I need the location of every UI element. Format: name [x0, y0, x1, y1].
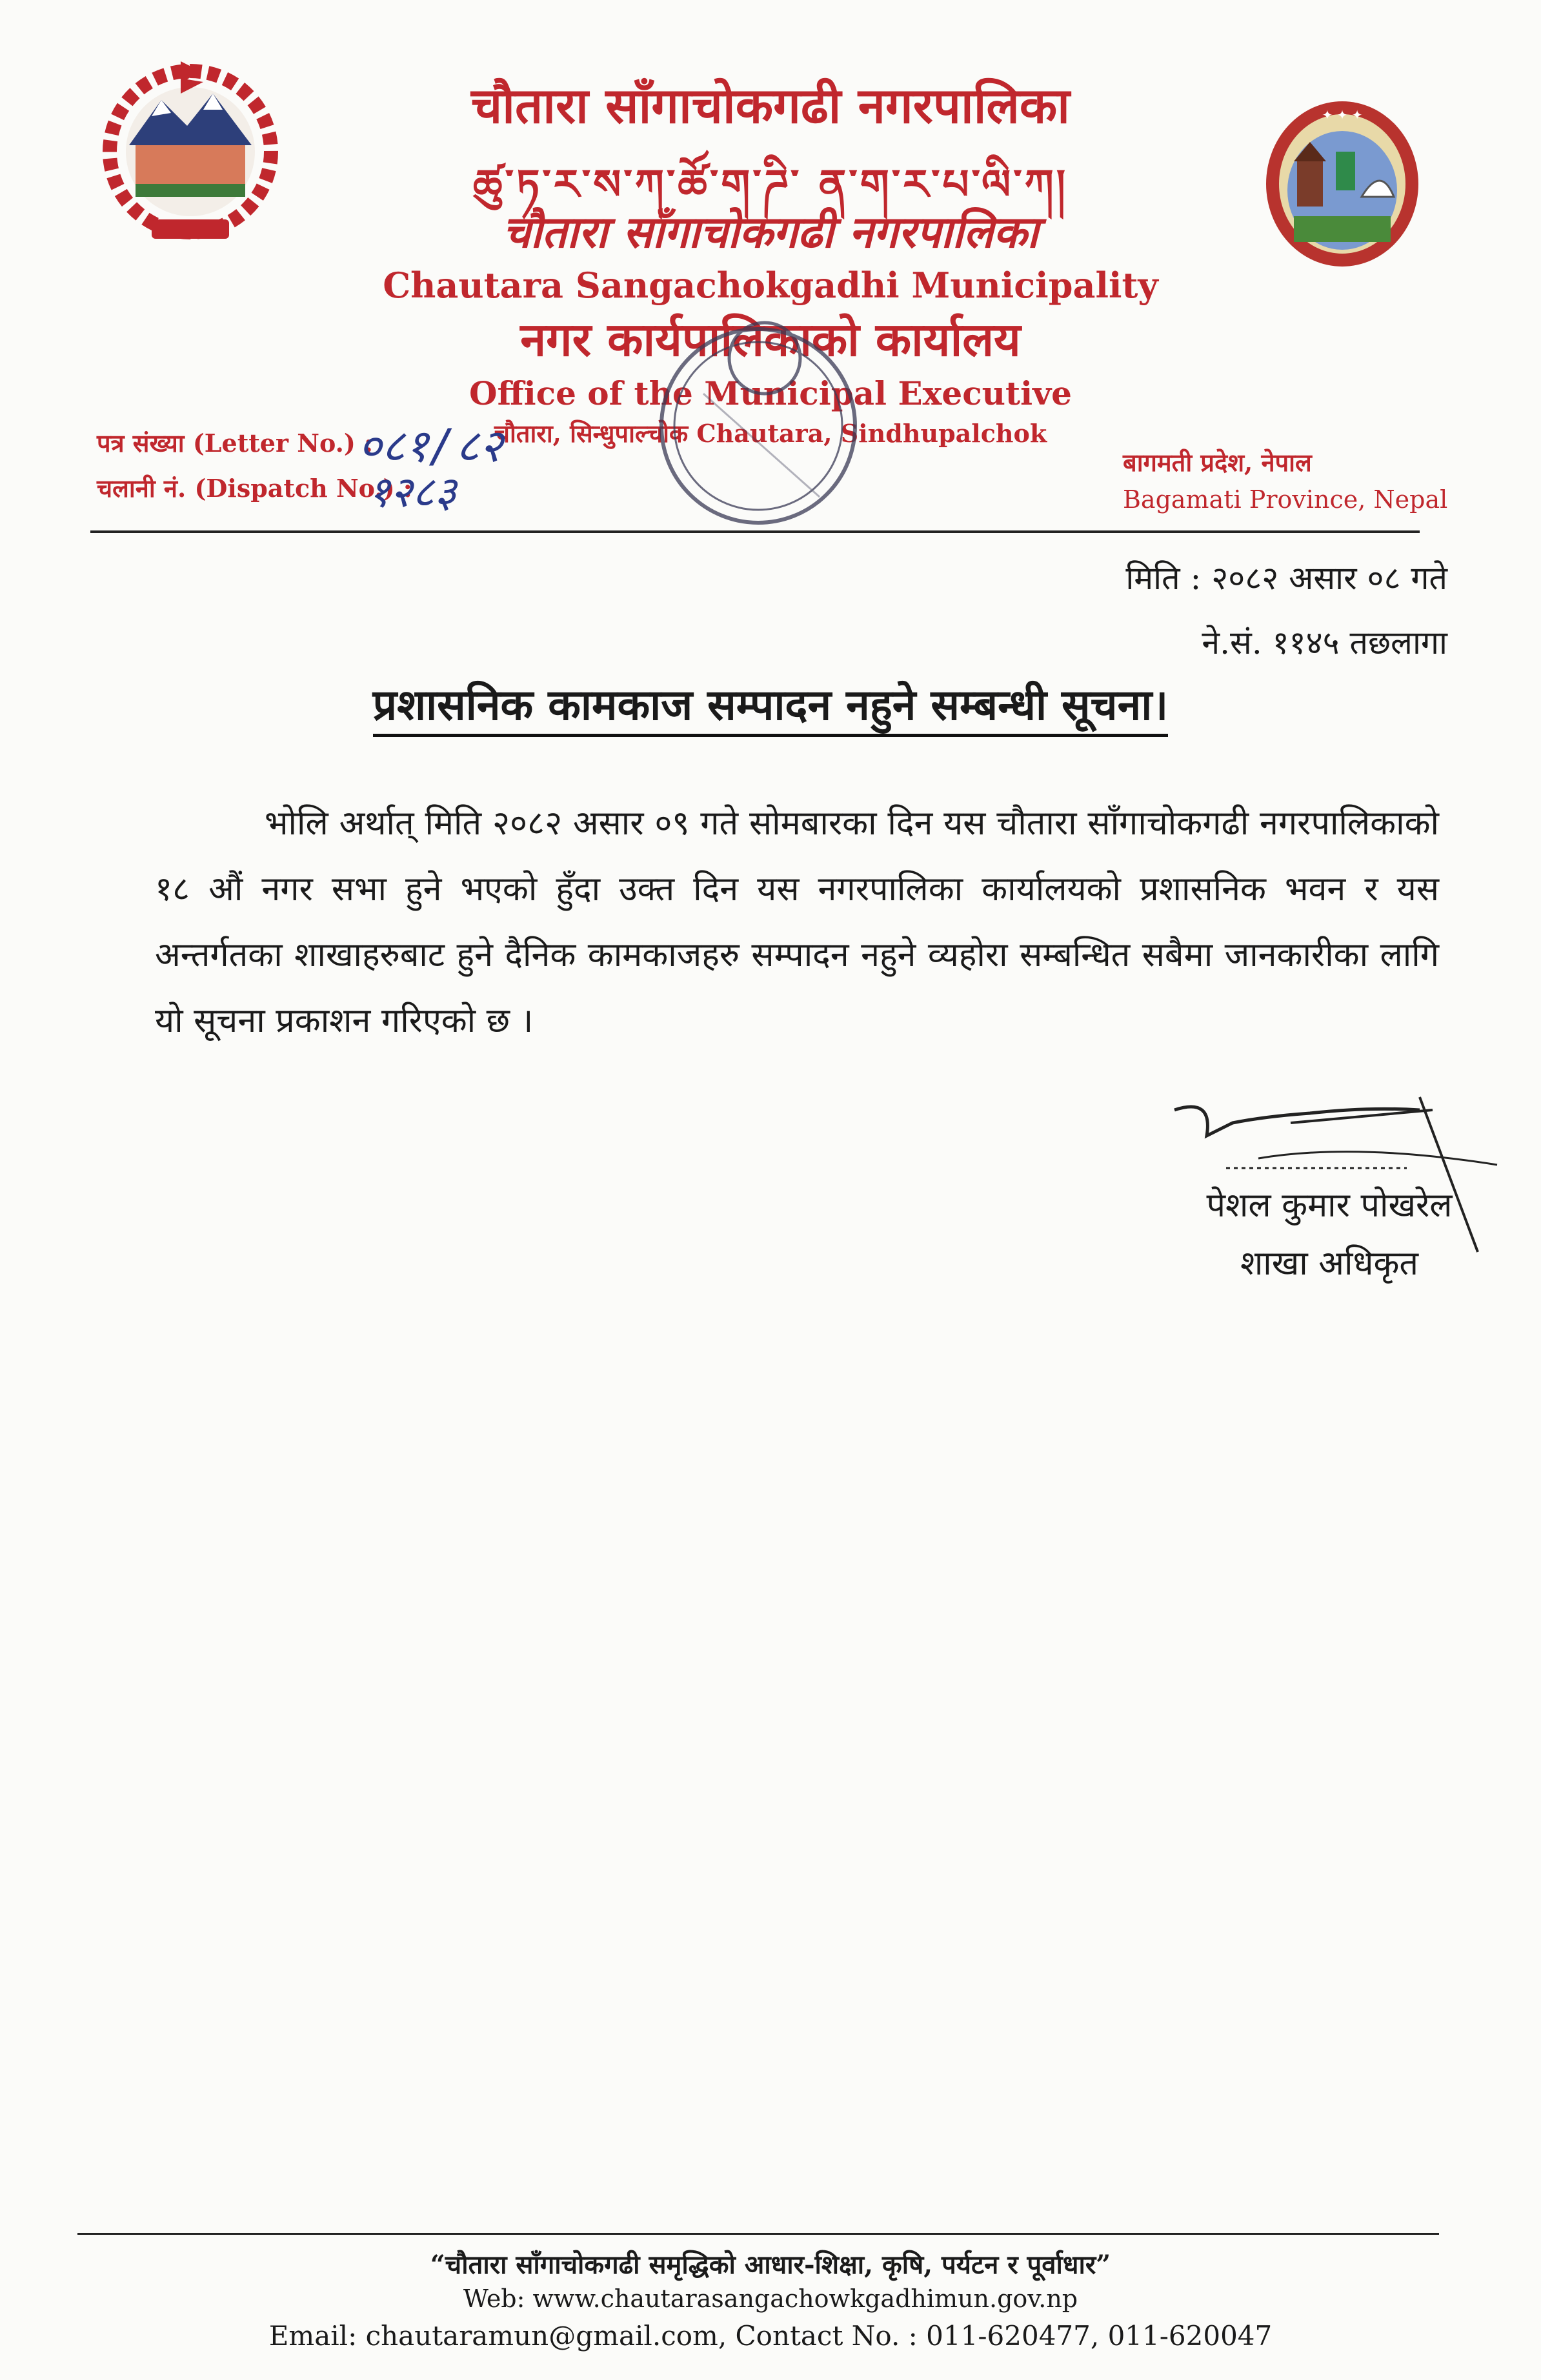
municipality-name-newari: चौतारा साँगाचोकगढी नगरपालिका [502, 207, 1039, 258]
date-line-2: ने.सं. ११४५ तछलागा [1202, 624, 1447, 661]
footer-motto: “चौतारा साँगाचोकगढी समृद्धिको आधार-शिक्षा, कृषि, पर्यटन र पूर्वाधार” [430, 2250, 1111, 2280]
footer-contact: Email: chautaramun@gmail.com, Contact No. : 011-620477, 011-620047 [268, 2320, 1273, 2352]
footer-divider [77, 2233, 1439, 2235]
notice-subject: प्रशासनिक कामकाज सम्पादन नहुने सम्बन्धी सूचना। [0, 674, 1541, 732]
municipality-name-english: Chautara Sangachokgadhi Municipality [383, 265, 1158, 306]
signatory-name: पेशल कुमार पोखरेल [1206, 1186, 1453, 1225]
office-name-nepali: नगर कार्यपालिकाको कार्यालय [520, 312, 1021, 367]
municipality-name-nepali: चौतारा साँगाचोकगढी नगरपालिका [471, 77, 1070, 134]
dispatch-no-label: चलानी नं. (Dispatch No.) : [97, 474, 412, 503]
letter-no-value: ०८१/८२ [358, 419, 503, 472]
date-line-1: मिति : २०८२ असार ०८ गते [1125, 560, 1447, 597]
province-nepali: बागमती प्रदेश, नेपाल [1123, 448, 1312, 477]
footer-website: Web: www.chautarasangachowkgadhimun.gov.np [463, 2284, 1078, 2313]
svg-text:✦ ✦ ✦: ✦ ✦ ✦ [1322, 107, 1363, 123]
office-name-english: Office of the Municipal Executive [469, 374, 1072, 412]
office-address: चौतारा, सिन्धुपाल्चोक Chautara, Sindhupalchok [494, 419, 1047, 448]
office-seal-stamp-icon [652, 303, 865, 549]
notice-body: भोलि अर्थात् मिति २०८२ असार ०९ गते सोमबारका दिन यस चौतारा साँगाचोकगढी नगरपालिकाको १८ औं नगर सभा हुने भएको हुँदा उक्त दिन यस नगरपालिका कार्यालयको प्रशासनिक भवन र यस अन्तर्गतका शाखाहरुबाट हुने दैनिक कामकाजहरु सम्पादन नहुने व्यहोरा सम्बन्धित सबैमा जानकारीका लागि यो सूचना प्रकाशन गरिएको छ । [155, 804, 1439, 1040]
header-divider [90, 530, 1420, 533]
province-english: Bagamati Province, Nepal [1123, 485, 1448, 514]
signatory-title: शाखा अधिकृत [1240, 1244, 1419, 1283]
letter-no-label: पत्र संख्या (Letter No.) : [97, 429, 374, 458]
dispatch-no-value: १२८३ [368, 467, 457, 517]
municipality-name-tibetan: ཚུ་ཏ་ར་ས་ཀ་ཚོ་ག་ཌི་ ན་ག་ར་པ་ལི་ཀ། [473, 161, 1068, 209]
